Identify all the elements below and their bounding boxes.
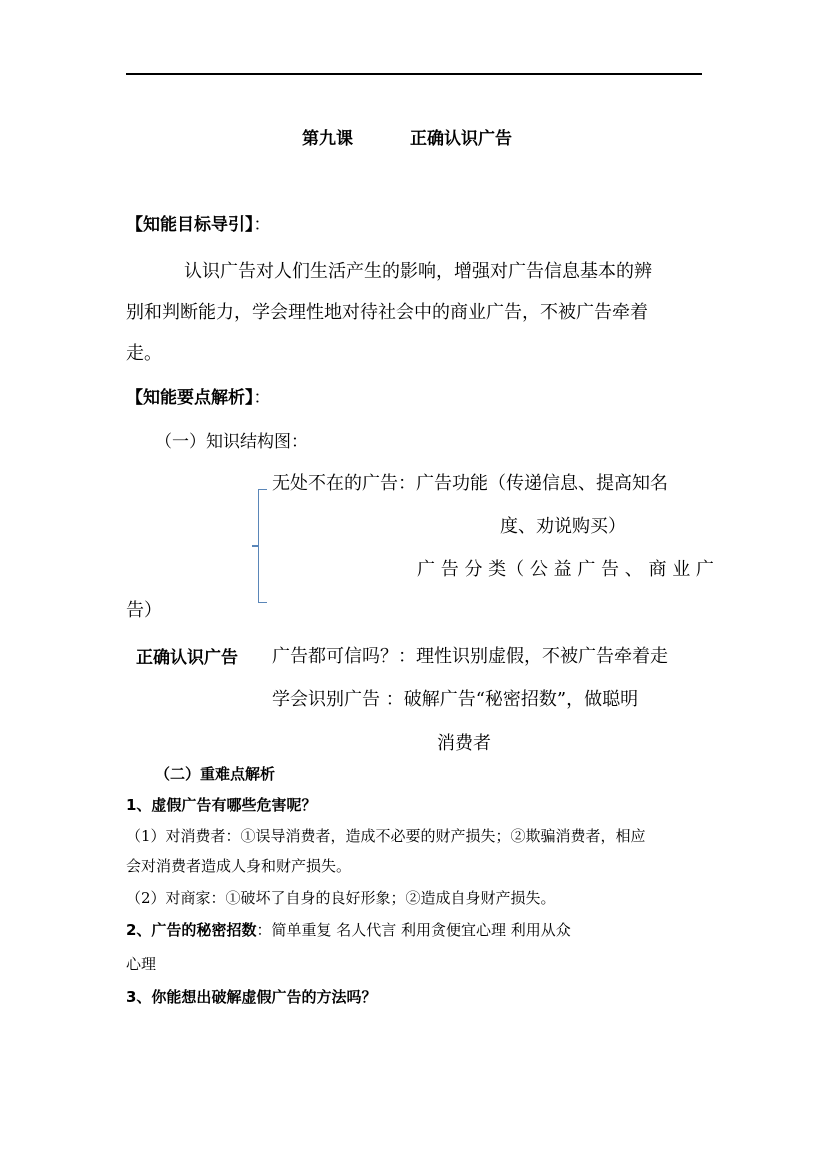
diagram-branch-identify: 学会识别广告 ：破解广告“秘密招数”，做聪明	[272, 689, 639, 710]
diagram-brace-tick	[252, 545, 259, 547]
header-rule	[126, 73, 702, 75]
answer-1-2: （2）对商家：①破坏了自身的良好形象；②造成自身财产损失。	[126, 889, 556, 907]
answer-1-1-line-1: （1）对消费者：①误导消费者，造成不必要的财产损失；②欺骗消费者，相应	[126, 827, 646, 845]
goals-line-2: 别和判断能力，学会理性地对待社会中的商业广告，不被广告牵着	[126, 302, 648, 323]
diagram-branch-identify-cont: 消费者	[437, 733, 491, 754]
page-title: 正确认识广告	[410, 129, 512, 149]
diagram-branch-ads-everywhere: 无处不在的广告：广告功能（传递信息、提高知名	[272, 473, 668, 494]
question-3: 3、你能想出破解虚假广告的方法吗？	[126, 988, 377, 1006]
lesson-number: 第九课	[302, 129, 353, 149]
diagram-branch-ads-types-cont: 告）	[126, 600, 162, 621]
diagram-root: 正确认识广告	[136, 648, 238, 668]
section-heading-analysis: 【知能要点解析】：	[126, 388, 271, 408]
goals-line-3: 走。	[126, 343, 162, 364]
structure-heading: （一）知识结构图：	[155, 432, 308, 452]
question-2-cont: 心理	[126, 955, 157, 973]
diagram-branch-ads-types: 广 告 分 类（ 公 益 广 告 、 商 业 广	[417, 559, 714, 580]
goals-line-1: 认识广告对人们生活产生的影响，增强对广告信息基本的辨	[184, 261, 652, 282]
section-heading-goals: 【知能目标导引】：	[126, 215, 271, 235]
diagram-branch-ads-functions-cont: 度、劝说购买）	[500, 516, 626, 537]
diagram-branch-credibility: 广告都可信吗？：理性识别虚假，不被广告牵着走	[272, 646, 668, 667]
key-points-heading: （二）重难点解析	[155, 765, 276, 783]
diagram-brace	[258, 489, 267, 603]
answer-1-1-line-2: 会对消费者造成人身和财产损失。	[126, 857, 352, 875]
question-2: 2、广告的秘密招数：简单重复 名人代言 利用贪便宜心理 利用从众	[126, 921, 571, 939]
question-1: 1、虚假广告有哪些危害呢？	[126, 796, 317, 814]
